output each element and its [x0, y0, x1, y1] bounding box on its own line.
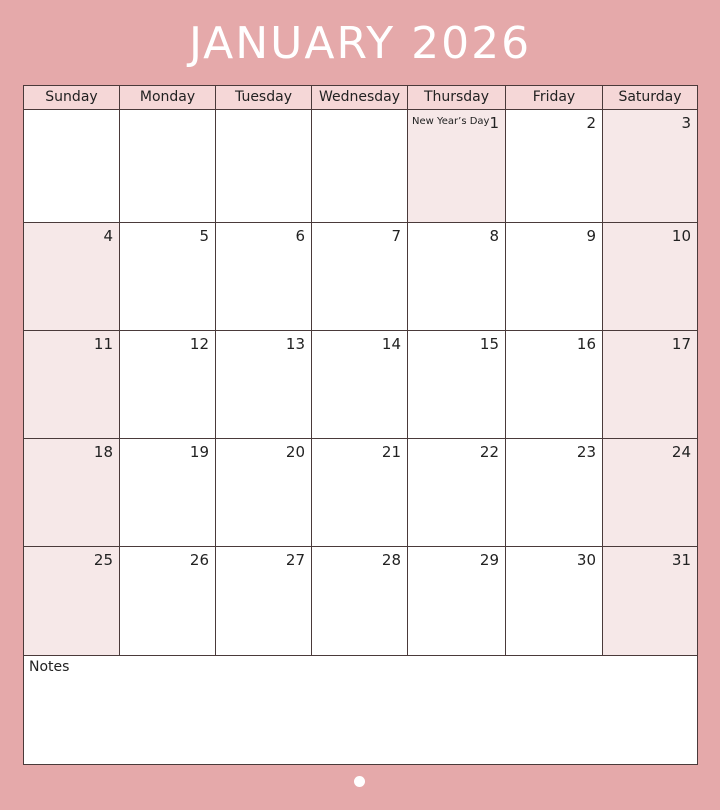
day-cell-weekend[interactable] [603, 223, 697, 330]
day-cell[interactable] [408, 331, 506, 438]
day-number: 29 [479, 551, 499, 569]
day-number: 30 [576, 551, 596, 569]
day-cell[interactable] [120, 223, 216, 330]
day-number: 14 [381, 335, 401, 353]
day-number: 20 [285, 443, 305, 461]
day-number: 15 [479, 335, 499, 353]
day-cell[interactable] [312, 439, 408, 546]
day-number: 6 [295, 227, 305, 245]
day-cell[interactable] [216, 110, 312, 222]
day-cell[interactable] [408, 547, 506, 655]
weekday-header-row [24, 86, 697, 110]
day-number: 26 [189, 551, 209, 569]
day-number: 1 [489, 114, 499, 132]
day-number: 4 [103, 227, 113, 245]
day-number: 13 [285, 335, 305, 353]
day-number: 12 [189, 335, 209, 353]
week-row [24, 439, 697, 547]
day-number: 11 [93, 335, 113, 353]
weekday-sunday: Sunday [24, 86, 120, 109]
weekday-saturday: Saturday [603, 86, 697, 109]
day-cell[interactable] [506, 110, 603, 222]
weekday-tuesday: Tuesday [216, 86, 312, 109]
day-cell[interactable] [24, 110, 120, 222]
day-cell[interactable] [312, 223, 408, 330]
day-cell-weekend[interactable] [24, 439, 120, 546]
weekday-wednesday: Wednesday [312, 86, 408, 109]
day-cell-weekend[interactable] [603, 110, 697, 222]
day-number: 22 [479, 443, 499, 461]
day-cell[interactable] [312, 110, 408, 222]
day-cell[interactable] [312, 547, 408, 655]
day-cell-weekend[interactable] [603, 331, 697, 438]
calendar-grid [23, 85, 698, 765]
day-number: 25 [93, 551, 113, 569]
day-cell[interactable] [120, 547, 216, 655]
day-cell[interactable] [120, 331, 216, 438]
day-cell[interactable] [216, 223, 312, 330]
day-cell[interactable] [216, 439, 312, 546]
day-number: 5 [199, 227, 209, 245]
day-cell[interactable] [506, 331, 603, 438]
week-row [24, 547, 697, 656]
day-number: 9 [586, 227, 596, 245]
day-cell[interactable] [408, 439, 506, 546]
weekday-monday: Monday [120, 86, 216, 109]
day-cell[interactable] [120, 439, 216, 546]
day-cell-weekend[interactable] [24, 547, 120, 655]
day-number: 17 [671, 335, 691, 353]
day-number: 28 [381, 551, 401, 569]
day-cell-weekend[interactable] [24, 223, 120, 330]
day-number: 31 [671, 551, 691, 569]
weekday-friday: Friday [506, 86, 603, 109]
hanging-hole-dot [354, 776, 365, 787]
week-row [24, 331, 697, 439]
day-cell[interactable] [506, 223, 603, 330]
day-number: 24 [671, 443, 691, 461]
day-number: 16 [576, 335, 596, 353]
day-number: 10 [671, 227, 691, 245]
day-number: 19 [189, 443, 209, 461]
day-cell[interactable] [408, 223, 506, 330]
week-row [24, 223, 697, 331]
day-number: 21 [381, 443, 401, 461]
month-title: JANUARY 2026 [188, 18, 532, 69]
day-number: 8 [489, 227, 499, 245]
day-number: 18 [93, 443, 113, 461]
day-cell[interactable] [120, 110, 216, 222]
day-cell-holiday[interactable] [408, 110, 506, 222]
day-number: 27 [285, 551, 305, 569]
notes-area[interactable] [24, 656, 697, 764]
day-cell[interactable] [216, 331, 312, 438]
day-number: 2 [586, 114, 596, 132]
day-number: 7 [391, 227, 401, 245]
day-cell[interactable] [506, 547, 603, 655]
day-number: 3 [681, 114, 691, 132]
day-cell[interactable] [506, 439, 603, 546]
day-cell-weekend[interactable] [24, 331, 120, 438]
day-cell-weekend[interactable] [603, 439, 697, 546]
day-number: 23 [576, 443, 596, 461]
day-cell-weekend[interactable] [603, 547, 697, 655]
week-row [24, 110, 697, 223]
notes-label: Notes [29, 659, 70, 675]
day-cell[interactable] [216, 547, 312, 655]
day-cell[interactable] [312, 331, 408, 438]
weekday-thursday: Thursday [408, 86, 506, 109]
holiday-label: New Year’s Day [412, 116, 490, 127]
